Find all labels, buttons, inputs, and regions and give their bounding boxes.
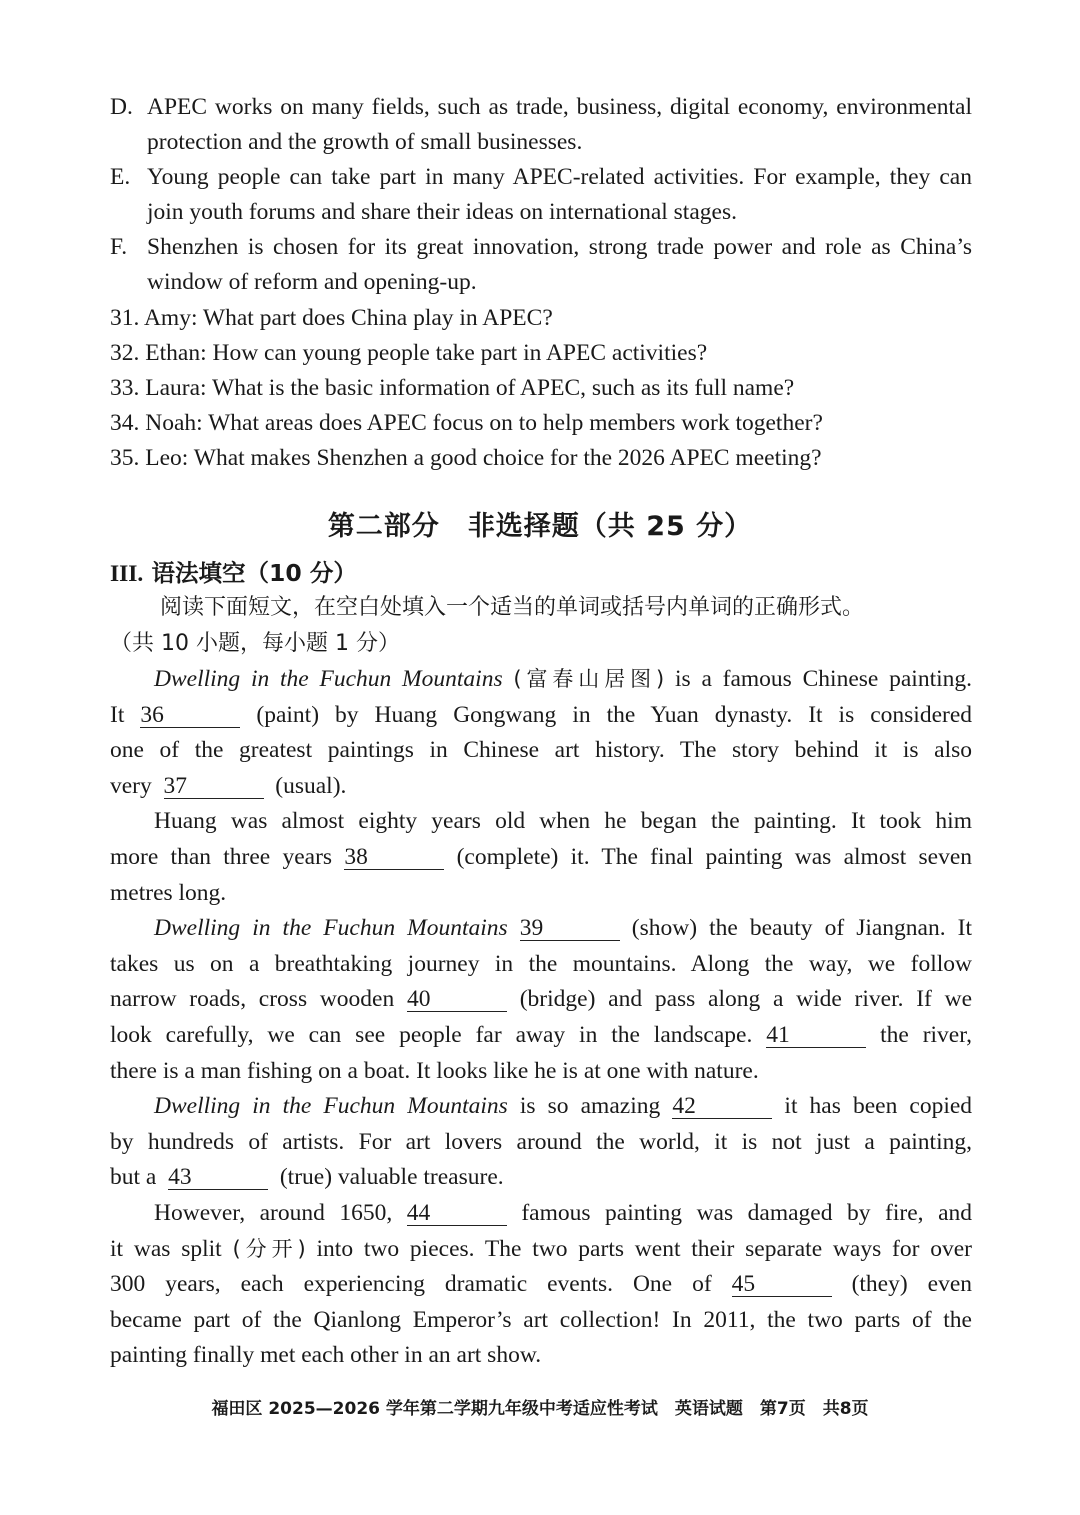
blank-36[interactable]: 36 — [140, 703, 240, 728]
passage-text: However, around 1650, — [154, 1199, 393, 1226]
passage-text: very — [110, 772, 152, 799]
option-text: APEC works on many fields, such as trade, business, digital economy, environmental protection and the growth of small businesses. — [147, 94, 972, 155]
passage-text: (true) valuable treasure. — [279, 1164, 504, 1191]
painting-title: Dwelling in the Fuchun Mountains — [154, 915, 508, 942]
passage-line — [110, 1018, 972, 1054]
question-35: 35. Leo: What makes Shenzhen a good choice for the 2026 APEC meeting? — [110, 445, 822, 471]
passage-text: but a — [110, 1164, 157, 1191]
blank-37[interactable]: 37 — [164, 774, 264, 799]
passage-text: is so amazing — [519, 1093, 661, 1120]
passage-text: it has been copied — [784, 1093, 973, 1120]
question-32: 32. Ethan: How can young people take part in APEC activities? — [110, 340, 708, 366]
passage-text: is a famous Chinese painting. — [674, 666, 972, 692]
passage-line — [110, 1267, 972, 1303]
question-34: 34. Noah: What areas does APEC focus on to help members work together? — [110, 410, 823, 436]
instruction-line-1: 阅读下面短文，在空白处填入一个适当的单词或括号内单词的正确形式。 — [160, 595, 865, 620]
passage-text: (usual). — [275, 772, 347, 799]
blank-43[interactable]: 43 — [168, 1165, 268, 1190]
passage-line: there is a man fishing on a boat. It looks like he is at one with nature. — [110, 1057, 759, 1084]
passage-line — [110, 1196, 972, 1232]
passage-text: (bridge) and pass along a wide river. If we — [519, 986, 973, 1013]
passage-line: metres long. — [110, 879, 227, 906]
passage-text: (complete) it. The final painting was almost seven — [456, 843, 973, 870]
part-title-number: 第二部分 — [327, 511, 440, 542]
passage-text: look carefully, we can see people far away in the landscape. — [110, 1021, 753, 1048]
passage-line: Huang was almost eighty years old when he began the painting. It took him — [154, 808, 972, 835]
passage-line — [110, 911, 972, 947]
passage-text: the river, — [880, 1021, 972, 1048]
option-f — [110, 230, 972, 300]
painting-title: Dwelling in the Fuchun Mountains — [154, 1093, 508, 1120]
passage-line: takes us on a breathtaking journey in the mountains. Along the way, we follow — [110, 950, 972, 977]
passage-text: It — [110, 701, 125, 728]
passage-line — [110, 1232, 972, 1268]
passage-line — [110, 1089, 972, 1125]
option-text: Young people can take part in many APEC-related activities. For example, they can join youth forums and share their ideas on international stages. — [147, 164, 972, 225]
question-31: 31. Amy: What part does China play in APEC? — [110, 305, 553, 331]
blank-45[interactable]: 45 — [732, 1272, 832, 1297]
passage-line: painting finally met each other in an art show. — [110, 1342, 542, 1369]
passage-line: one of the greatest paintings in Chinese art history. The story behind it is also — [110, 737, 972, 764]
passage-line — [110, 662, 972, 698]
passage-text: famous painting was damaged by fire, and — [521, 1199, 972, 1226]
blank-44[interactable]: 44 — [407, 1201, 507, 1226]
section-number: III. — [110, 561, 144, 587]
passage-line — [110, 769, 972, 805]
passage-line — [110, 698, 972, 734]
part-title — [0, 504, 1080, 543]
blank-39[interactable]: 39 — [520, 916, 620, 941]
passage-text: narrow roads, cross wooden — [110, 986, 395, 1013]
option-text: Shenzhen is chosen for its great innovation, strong trade power and role as China’s window of reform and opening-up. — [147, 234, 972, 295]
passage-line: became part of the Qianlong Emperor’s art collection! In 2011, the two parts of the — [110, 1306, 972, 1333]
question-33: 33. Laura: What is the basic information of APEC, such as its full name? — [110, 375, 795, 401]
passage-text: 300 years, each experiencing dramatic events. One of — [110, 1271, 712, 1298]
option-label: D. — [110, 94, 133, 120]
blank-41[interactable]: 41 — [766, 1023, 866, 1048]
blank-42[interactable]: 42 — [672, 1094, 772, 1119]
section-heading — [110, 554, 357, 588]
passage-text: (show) the beauty of Jiangnan. It — [631, 915, 973, 942]
passage-text: (paint) by Huang Gongwang in the Yuan dynasty. It is considered — [256, 701, 973, 728]
option-d — [110, 90, 972, 160]
passage — [110, 662, 972, 1374]
passage-line — [110, 840, 972, 876]
option-label: E. — [110, 164, 131, 190]
passage-text: into two pieces. The two parts went their separate ways for over — [316, 1235, 972, 1262]
passage-text: (they) even — [851, 1271, 973, 1298]
instruction-line-2: （共 10 小题，每小题 1 分） — [110, 631, 400, 656]
painting-title-cn: (富春山居图) — [513, 667, 665, 691]
painting-title: Dwelling in the Fuchun Mountains — [154, 666, 503, 692]
section-title: 语法填空（10 分） — [151, 559, 357, 587]
page-footer: 福田区 2025—2026 学年第二学期九年级中考适应性考试 英语试题 第7页 共8页 — [211, 1399, 869, 1419]
blank-40[interactable]: 40 — [407, 987, 507, 1012]
passage-line — [110, 982, 972, 1018]
passage-line: by hundreds of artists. For art lovers around the world, it is not just a painting, — [110, 1128, 972, 1155]
split-gloss-cn: (分开) — [232, 1236, 306, 1261]
part-title-name: 非选择题（共 25 分） — [467, 511, 753, 542]
passage-text: more than three years — [110, 843, 333, 870]
option-e — [110, 160, 972, 230]
passage-text: it was split — [110, 1235, 222, 1262]
blank-38[interactable]: 38 — [344, 845, 444, 870]
option-label: F. — [110, 234, 128, 260]
passage-line — [110, 1160, 972, 1196]
